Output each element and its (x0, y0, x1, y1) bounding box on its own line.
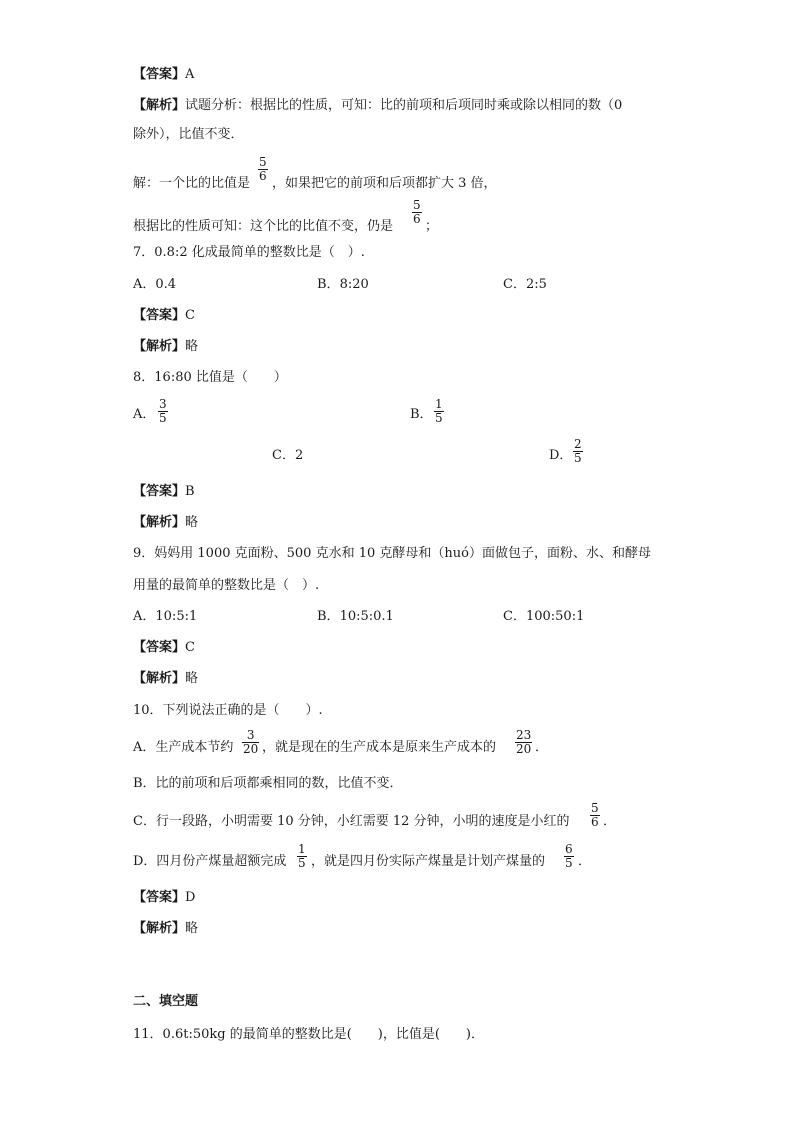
fraction (297, 843, 307, 870)
option-text: 100:50:1 (525, 609, 585, 624)
denominator: 6 (259, 169, 267, 183)
answer-value: C (185, 640, 195, 655)
answer-label: 【答案】 (133, 308, 186, 323)
analysis-text: 略 (185, 671, 199, 686)
denominator: 20 (516, 742, 532, 756)
numerator: 5 (413, 198, 421, 212)
q7-option-c (503, 277, 547, 293)
option-text: 8:20 (339, 277, 369, 292)
q9-option-b (317, 609, 394, 625)
denominator: 5 (574, 451, 582, 465)
denominator: 5 (565, 856, 573, 870)
q6-analysis-line2: 除外），比值不变． (133, 127, 244, 142)
numerator: 3 (242, 729, 259, 743)
q8-option-a-key: A． (133, 407, 156, 422)
option-key: C． (272, 448, 295, 463)
analysis-text: 略 (185, 921, 199, 936)
option-text: 10:5:1 (155, 609, 198, 624)
denominator: 5 (435, 411, 443, 425)
q8-option-c (272, 448, 303, 464)
analysis-text: 略 (185, 515, 199, 530)
option-key: C． (503, 277, 526, 292)
q7-option-a (133, 277, 176, 293)
analysis-label: 【解析】 (133, 921, 186, 936)
q10-option-d-post: ． (578, 854, 592, 869)
q9-analysis (133, 671, 198, 687)
option-text: 2:5 (525, 277, 547, 292)
answer-label: 【答案】 (133, 67, 186, 82)
option-text: 10:5:0.1 (339, 609, 394, 624)
fraction (412, 199, 422, 226)
q6-conclusion-pre: 根据比的性质可知：这个比的比值不变，仍是 (133, 219, 394, 234)
q10-option-b: B．比的前项和后项都乘相同的数，比值不变． (133, 776, 403, 791)
option-key: A． (133, 609, 156, 624)
denominator: 6 (413, 212, 421, 226)
analysis-label: 【解析】 (133, 515, 186, 530)
option-key: B． (317, 609, 340, 624)
q7-answer (133, 308, 195, 324)
analysis-label: 【解析】 (133, 671, 186, 686)
answer-value: A (185, 67, 195, 82)
q8-option-d-key: D． (549, 448, 573, 463)
q11-question: 11．0.6t:50kg 的最简单的整数比是( )，比值是( )． (133, 1027, 484, 1042)
q8-answer (133, 484, 195, 500)
q10-option-c-pre: C．行一段路，小明需要 10 分钟，小红需要 12 分钟，小明的速度是小红的 (133, 814, 570, 829)
option-key: B． (317, 277, 340, 292)
q10-option-a-mid: ，就是现在的生产成本是原来生产成本的 (262, 740, 497, 755)
q9-answer (133, 640, 195, 656)
analysis-text: 略 (185, 339, 199, 354)
option-key: A． (133, 277, 156, 292)
analysis-label: 【解析】 (133, 339, 186, 354)
answer-label: 【答案】 (133, 890, 186, 905)
numerator: 3 (159, 397, 167, 411)
q10-option-d-mid: ，就是四月份实际产煤量是计划产煤量的 (311, 854, 546, 869)
q10-option-c-post: ． (603, 814, 617, 829)
numerator: 6 (565, 842, 573, 856)
q7-question: 7．0.8:2 化成最简单的整数比是（ ）. (133, 245, 365, 260)
denominator: 5 (298, 856, 306, 870)
q6-conclusion-post: ； (425, 219, 439, 234)
q9-question-line2: 用量的最简单的整数比是（ ）. (133, 578, 320, 593)
analysis-text: 试题分析：根据比的性质，可知：比的前项和后项同时乘或除以相同的数（0 (185, 98, 623, 113)
denominator: 20 (243, 742, 259, 756)
answer-value: D (185, 890, 196, 905)
q9-option-c (503, 609, 584, 625)
q8-analysis (133, 515, 198, 531)
q6-solution-pre: 解：一个比的比值是 (133, 176, 251, 191)
q9-question-line1: 9．妈妈用 1000 克面粉、500 克水和 10 克酵母和（huó）面做包子，面粉、水、和酵母 (133, 546, 651, 561)
option-text: 0.4 (155, 277, 177, 292)
q8-option-d-fraction (573, 438, 583, 465)
numerator: 23 (516, 728, 532, 742)
numerator: 1 (435, 397, 443, 411)
q10-question: 10．下列说法正确的是（ ）. (133, 703, 323, 718)
q7-option-b (317, 277, 369, 293)
option-text: 2 (294, 448, 304, 463)
q8-option-a-fraction (158, 398, 168, 425)
q8-question: 8．16:80 比值是（ ） (133, 370, 287, 385)
q6-analysis-line1 (133, 98, 622, 114)
numerator: 5 (591, 801, 599, 815)
q6-solution-post: ，如果把它的前项和后项都扩大 3 倍， (272, 176, 497, 191)
analysis-label: 【解析】 (133, 98, 186, 113)
q10-analysis (133, 921, 198, 937)
q8-option-b-fraction (434, 398, 444, 425)
q6-answer (133, 67, 194, 83)
fraction (258, 156, 268, 183)
option-key: C． (503, 609, 526, 624)
q10-option-a-post: ． (535, 740, 549, 755)
q7-analysis (133, 339, 198, 355)
numerator: 1 (298, 842, 306, 856)
fraction (242, 729, 259, 756)
numerator: 5 (259, 155, 267, 169)
q8-option-b-key: B． (410, 407, 433, 422)
q10-answer (133, 890, 195, 906)
denominator: 5 (159, 411, 167, 425)
q10-option-d-pre: D．四月份产煤量超额完成 (133, 854, 287, 869)
section-heading: 二、填空题 (133, 994, 199, 1009)
answer-value: B (185, 484, 195, 499)
fraction (590, 802, 600, 829)
fraction (564, 843, 574, 870)
denominator: 6 (591, 815, 599, 829)
q10-option-a-pre: A．生产成本节约 (133, 740, 234, 755)
numerator: 2 (574, 437, 582, 451)
fraction (515, 729, 532, 756)
answer-label: 【答案】 (133, 484, 186, 499)
answer-label: 【答案】 (133, 640, 186, 655)
q9-option-a (133, 609, 197, 625)
answer-value: C (185, 308, 195, 323)
